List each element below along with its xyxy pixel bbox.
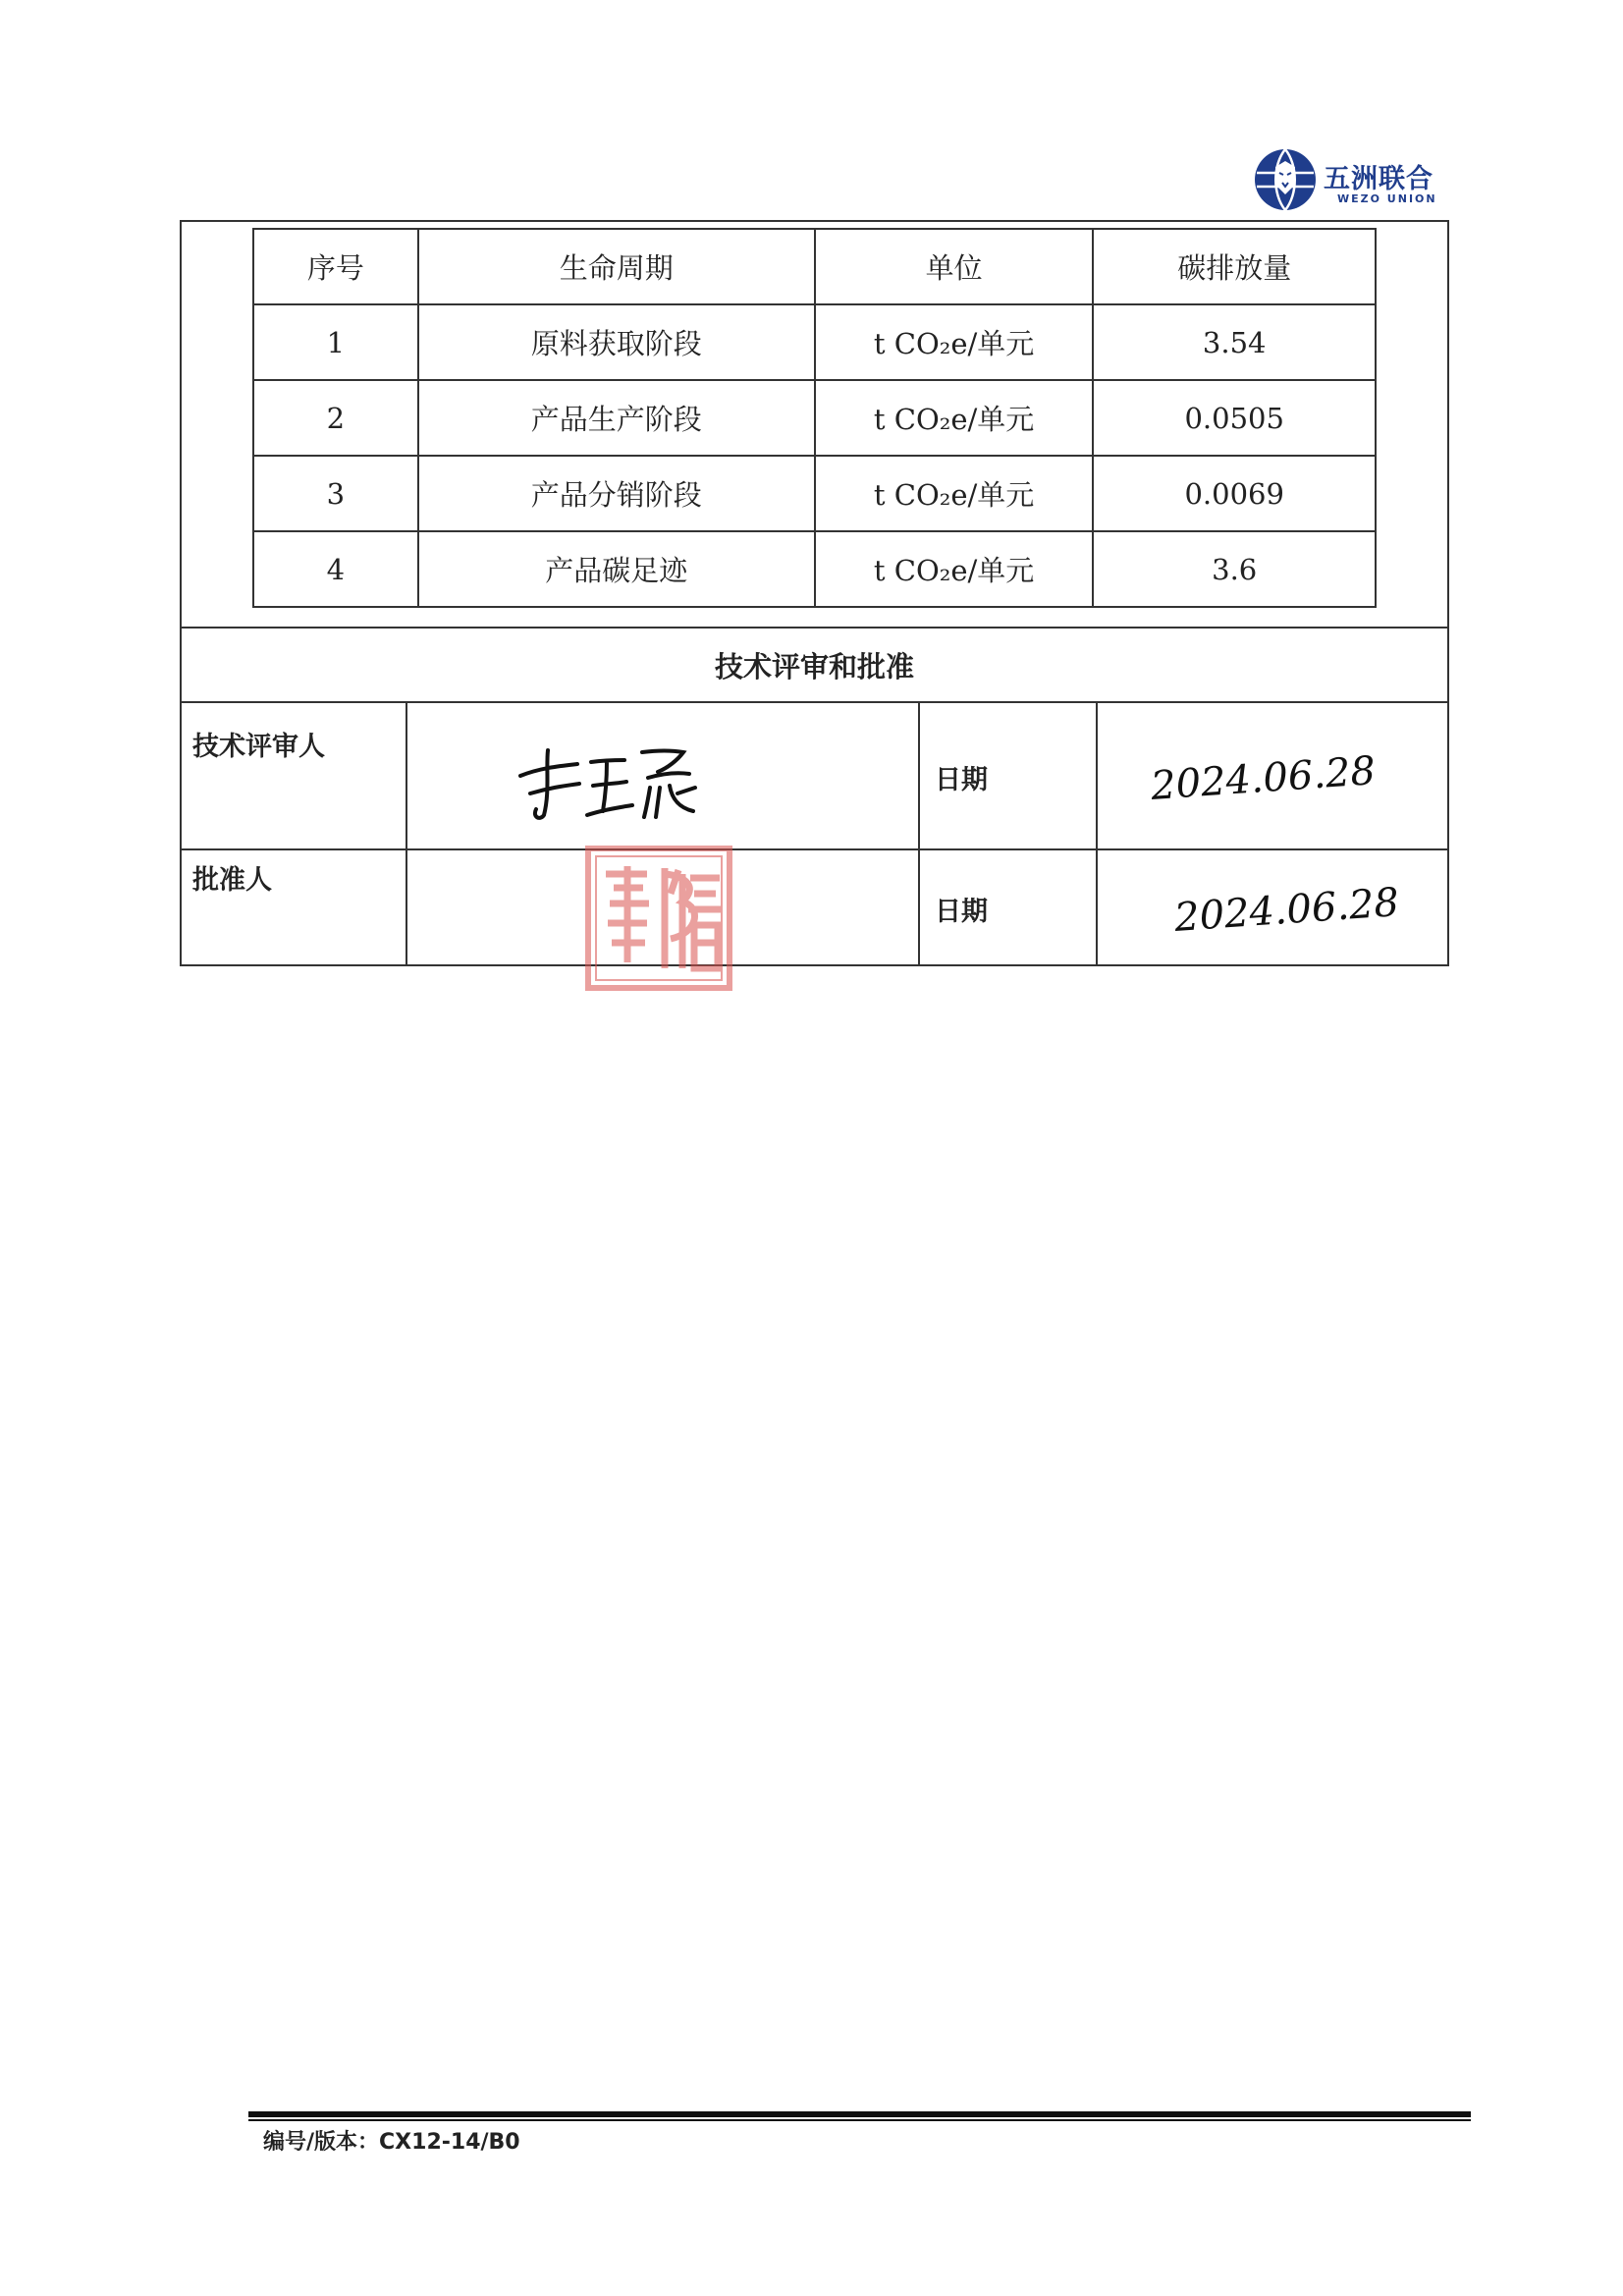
logo-english-name: WEZO UNION xyxy=(1337,192,1437,205)
logo-chinese-name: 五洲联合 xyxy=(1324,164,1434,194)
cell-index: 3 xyxy=(253,456,418,531)
header-lifecycle: 生命周期 xyxy=(418,229,815,304)
review-date-label: 日期 xyxy=(935,765,988,795)
divider xyxy=(918,703,920,966)
cell-emission: 0.0505 xyxy=(1093,380,1376,456)
cell-emission: 3.54 xyxy=(1093,304,1376,380)
cell-unit: t CO₂e/单元 xyxy=(815,380,1094,456)
table-row xyxy=(253,456,1376,531)
cell-lifecycle: 产品分销阶段 xyxy=(418,456,815,531)
cell-index: 4 xyxy=(253,531,418,607)
table-row xyxy=(253,380,1376,456)
company-logo xyxy=(1253,145,1449,214)
review-date-handwritten: 2024.06.28 xyxy=(1149,748,1378,809)
table-row xyxy=(253,531,1376,607)
emission-table xyxy=(252,228,1377,608)
cell-emission: 3.6 xyxy=(1093,531,1376,607)
cell-unit: t CO₂e/单元 xyxy=(815,531,1094,607)
divider xyxy=(406,703,407,966)
cell-lifecycle: 产品生产阶段 xyxy=(418,380,815,456)
approve-date-label: 日期 xyxy=(935,897,988,927)
table-row xyxy=(253,304,1376,380)
divider xyxy=(180,848,1449,850)
cell-unit: t CO₂e/单元 xyxy=(815,304,1094,380)
approver-label: 批准人 xyxy=(192,865,272,896)
cell-lifecycle: 产品碳足迹 xyxy=(418,531,815,607)
cell-index: 2 xyxy=(253,380,418,456)
cell-lifecycle: 原料获取阶段 xyxy=(418,304,815,380)
lion-globe-logo-icon xyxy=(1253,147,1318,212)
header-index: 序号 xyxy=(253,229,418,304)
approve-date-handwritten: 2024.06.28 xyxy=(1172,880,1401,941)
table-header-row xyxy=(253,229,1376,304)
header-emission: 碳排放量 xyxy=(1093,229,1376,304)
reviewer-signature xyxy=(511,738,707,827)
cell-emission: 0.0069 xyxy=(1093,456,1376,531)
footer-rule-thick xyxy=(248,2111,1471,2117)
document-version-code: 编号/版本：CX12-14/B0 xyxy=(263,2130,520,2155)
cell-unit: t CO₂e/单元 xyxy=(815,456,1094,531)
cell-index: 1 xyxy=(253,304,418,380)
approval-section-title: 技术评审和批准 xyxy=(180,627,1449,703)
header-unit: 单位 xyxy=(815,229,1094,304)
divider xyxy=(1096,703,1098,966)
reviewer-label: 技术评审人 xyxy=(192,732,325,762)
footer-rule-thin xyxy=(248,2119,1471,2121)
approval-seal-stamp xyxy=(584,845,733,992)
